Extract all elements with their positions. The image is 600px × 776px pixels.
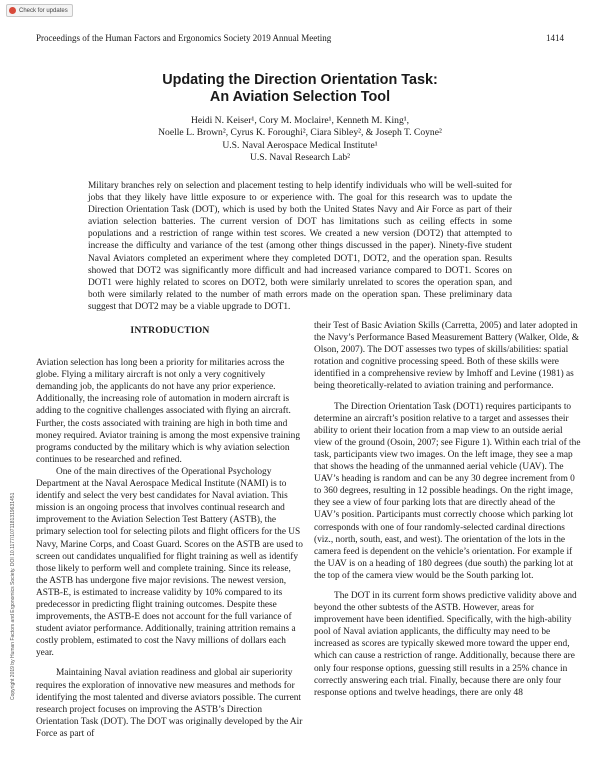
authors-line-1: Heidi N. Keiser¹, Cory M. Moclaire¹, Kenneth M. King¹, xyxy=(190,115,410,126)
title-line-2: An Aviation Selection Tool xyxy=(209,89,391,105)
check-for-updates-label: Check for updates xyxy=(19,7,68,14)
title-line-1: Updating the Direction Orientation Task: xyxy=(162,72,438,88)
check-for-updates-badge[interactable] xyxy=(6,4,73,17)
right-column xyxy=(314,320,582,699)
intro-paragraph-2: One of the main directives of the Operational Psychology Department at the Naval Aerospace Medical Institute (NAMI) is to identify and select the very best candidates for Naval aviation. This mission is an ongoing process that involves continual research and improvement to the Aviation Selection Test Battery (ASTB), the primary selection tool for selecting pilots and flight officers for the US Navy, Marine Corps, and Coast Guard. Scores on the ASTB are used to screen out candidates unqualified for flight training as well as identify those likely to perform well and complete training. Since its release, the ASTB has undergone five major revisions. The newest version, ASTB-E, is estimated to increase validity by 10% compared to its predecessor in predicting flight training outcomes. Despite these improvements, the ASTB-E does not account for the full variance of student aviator performance. Additionally, training attrition remains a costly problem, estimated to cost the Navy millions of dollars each year. xyxy=(36,466,303,659)
check-for-updates-icon xyxy=(9,7,16,14)
intro-paragraph-3: Maintaining Naval aviation readiness and global air superiority requires the exploration of innovative new measures and methods for identifying the most talented and diverse aviators possible. The current research project focuses on improving the ASTB’s Direction Orientation Task (DOT). The DOT was originally developed by the Air Force as part of xyxy=(36,668,303,739)
right-paragraph-2: The Direction Orientation Task (DOT1) requires participants to determine an aircraft’s position relative to a target and assesses their ability to orient their location from a map view to an outside aerial view of the ground (Osoin, 2007; see Figure 1). Within each trial of the task, participants view two images. On the left image, they see a map that shows the heading of the unmanned aerial vehicle (UAV). The UAV’s heading is random and can be any 30 degree increment from 0 to 360 degrees, resulting in 12 possible headings. On the right image, they see a view of four parking lots that are directly ahead of the UAV’s position. Participants must correctly choose which parking lot corresponds with one of four randomly-selected cardinal directions (viz., north, south, east, and west). The orientation of the lots in the camera feed is dependent on the vehicle’s orientation. For example if the UAV is on a heading of 180 degrees (due south) the parking lot at the top of the camera view would be the South parking lot. xyxy=(314,401,581,581)
abstract: Military branches rely on selection and placement testing to help identify individuals who will be well-suited for jobs that they likely have little exposure to or experience with. The goal for this research was to update the Direction Orientation Task (DOT), which is used by both the United States Navy and Air Force as part of their aviation selection batteries. The current version of DOT has limitations such as ceiling effects in some populations and a restriction of range within test scores. We created a new version (DOT2) that attempted to increase the difficulty and variance of the test (among other things discussed in the paper). Ninety-five student Naval Aviators completed an experiment where they completed DOT1, DOT2, and the operation span. Results showed that DOT2 was significantly more difficult and had increased variance compared to DOT1. Scores on DOT1 were highly related to scores on DOT2, both were similarly unrelated to scores the operation span, and both were similarly related to the number of math errors made on the operation span. These preliminary data suggest that DOT2 may be a viable upgrade to DOT1. xyxy=(88,181,512,312)
page-number: 1414 xyxy=(546,33,564,43)
paper-title xyxy=(0,72,600,106)
right-paragraph-1: their Test of Basic Aviation Skills (Carretta, 2005) and later adopted in the Navy’s Performance Based Measurement Battery (Walker, Olde, & Olson, 2007). The DOT assesses two types of skills/abilities: spatial rotation and cognitive processing speed. Both of these skills were identified in a comprehensive review by Imhoff and Levine (1981) as being theoretically-related to aviation training and performance. xyxy=(314,321,580,392)
copyright-sidebar xyxy=(10,450,20,700)
affiliation-2: U.S. Naval Research Lab² xyxy=(249,152,351,164)
copyright-text: Copyright 2019 by Human Factors and Ergonomics Society. DOI 10.1177/1071181319631451 xyxy=(10,492,16,700)
author-block xyxy=(0,115,600,165)
authors-line-2: Noelle L. Brown², Cyrus K. Foroughi², Ciara Sibley², & Joseph T. Coyne² xyxy=(158,127,442,139)
affiliation-1: U.S. Naval Aerospace Medical Institute¹ xyxy=(222,139,378,151)
intro-paragraph-1: Aviation selection has long been a priority for militaries across the globe. Flying a military aircraft is not only a very cognitively demanding job, the applicants do not have any prior experience. Additionally, the increasing role of automation in modern aircraft is adding to the cognitive challenges associated with flying an aircraft. Further, the costs associated with training are high in both time and money required. Aviator training is among the most expensive training programs conducted by the military which is why aviation selection continues to be researched and refined. xyxy=(36,358,300,465)
journal-running-head: Proceedings of the Human Factors and Ergonomics Society 2019 Annual Meeting xyxy=(36,33,332,43)
right-paragraph-3: The DOT in its current form shows predictive validity above and beyond the other subtests of the ASTB. However, areas for improvement have been identified. Specifically, with the high-ability pool of Naval aviation applicants, the difficulty may need to be increased as scores are typically skewed more toward the upper end, which can cause a restriction of range. Additionally, because there are only four response options, guessing still results in a 25% chance in correctly answering each trial. Finally, because there are only four response options and twelve headings, there are only 48 xyxy=(314,590,577,698)
left-column xyxy=(36,325,304,740)
section-heading-introduction: INTRODUCTION xyxy=(130,325,210,336)
